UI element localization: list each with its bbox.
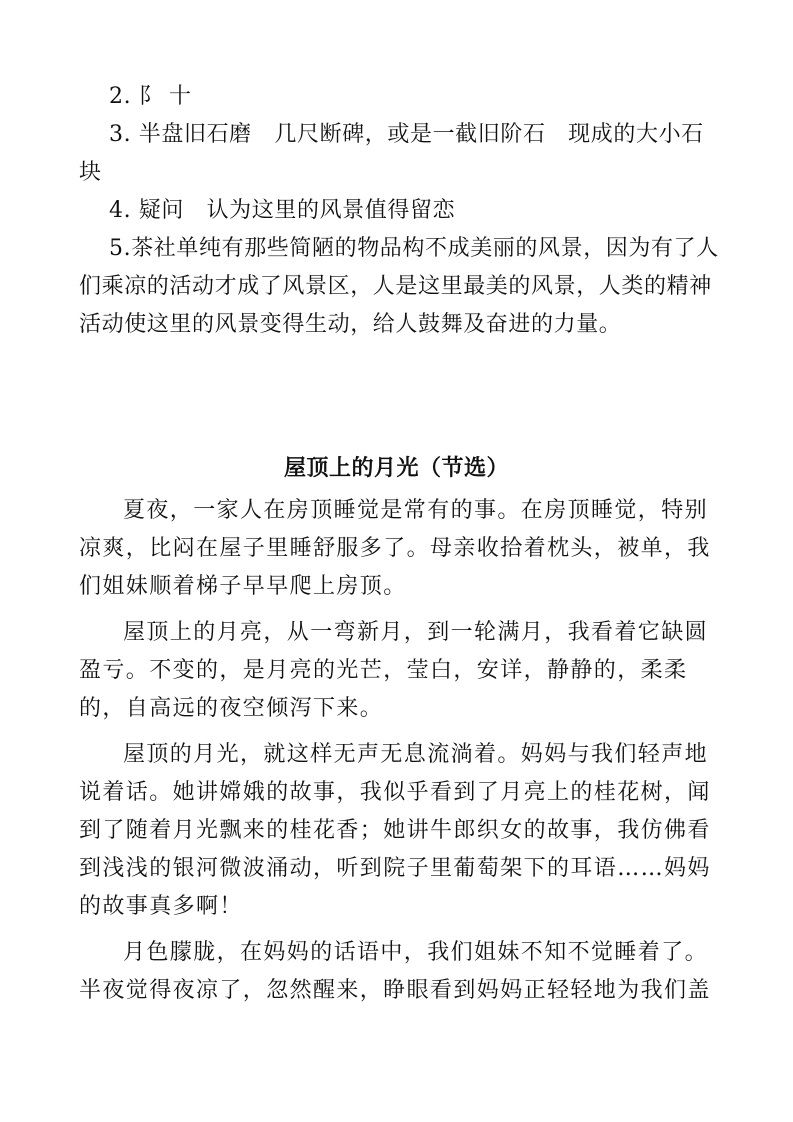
story-paragraph-1: 夏夜，一家人在房顶睡觉是常有的事。在房顶睡觉，特别凉爽，比闷在屋子里睡舒服多了。母亲收拾着枕头，被单，我们姐妹顺着梯子早早爬上房顶。 [79,498,711,599]
answer-item-2: 2. ⻖ 十 [109,84,192,109]
story-paragraph-3: 屋顶的月光，就这样无声无息流淌着。妈妈与我们轻声地说着话。她讲嫦娥的故事，我似乎看到了月亮上的桂花树，闻到了随着月光飘来的桂花香；她讲牛郎织女的故事，我仿佛看到浅浅的银河微波涌动，听到院子里葡萄架下的耳语……妈妈的故事真多啊！ [79,742,711,919]
story-paragraph-2: 屋顶上的月亮，从一弯新月，到一轮满月，我看着它缺圆盈亏。不变的，是月亮的光芒，莹白，安详，静静的，柔柔的，自高远的夜空倾泻下来。 [79,620,709,721]
story-body [79,492,719,1018]
story-title: 屋顶上的月光（节选） [283,456,509,481]
answer-item-4: 4. 疑问 认为这里的风景值得留恋 [109,198,456,223]
story-paragraph-4: 月色朦胧，在妈妈的话语中，我们姐妹不知不觉睡着了。半夜觉得夜凉了，忽然醒来，睁眼看到妈妈正轻轻地为我们盖 [79,940,711,1003]
answer-item-3: 3. 半盘旧石磨 几尺断碑，或是一截旧阶石 现成的大小石块 [79,122,704,185]
answer-item-5: 5.茶社单纯有那些简陋的物品构不成美丽的风景，因为有了人们乘凉的活动才成了风景区，人是这里最美的风景，人类的精神活动使这里的风景变得生动，给人鼓舞及奋进的力量。 [79,236,719,337]
answer-list [79,78,719,344]
